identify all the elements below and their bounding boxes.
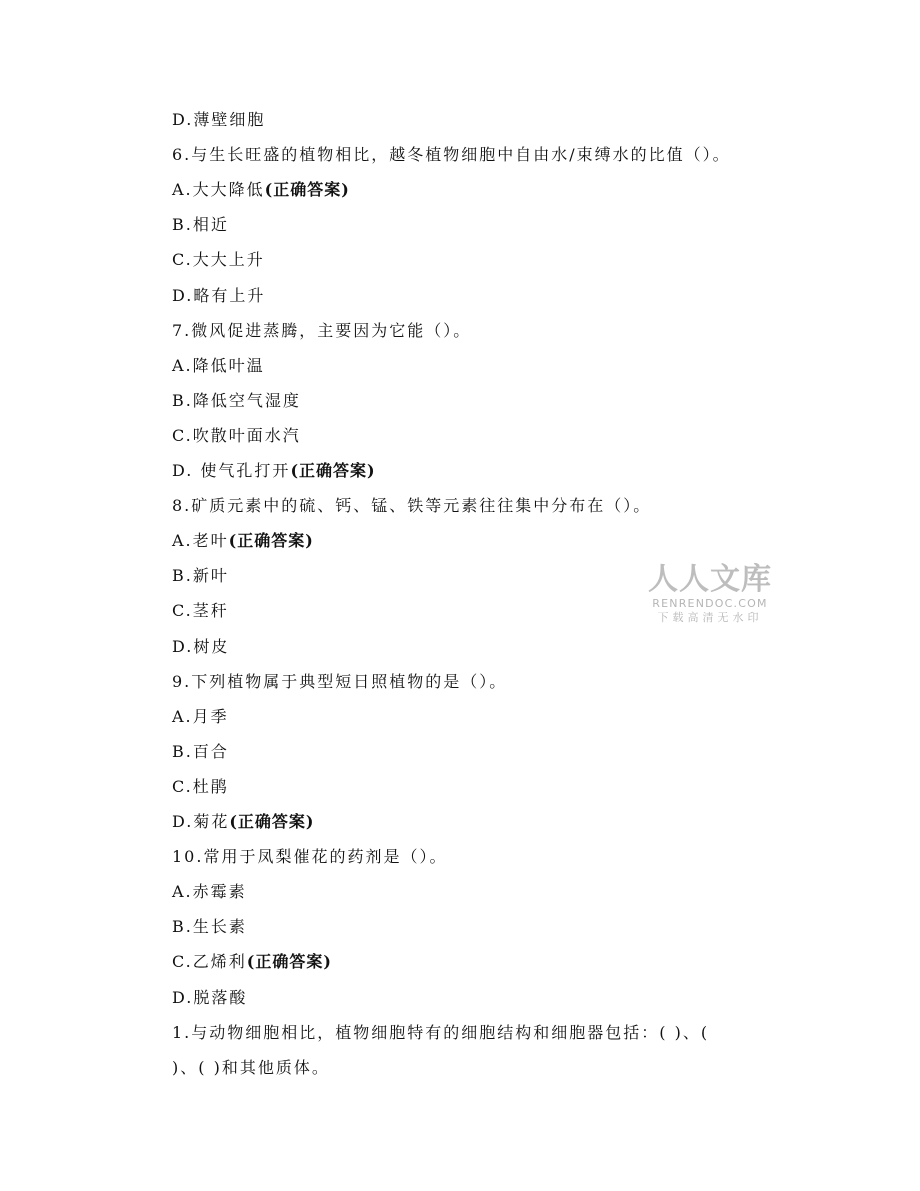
watermark-url: RENRENDOC.COM bbox=[652, 597, 768, 610]
line-text: A.降低叶温 bbox=[172, 356, 265, 375]
line-text: C.茎秆 bbox=[172, 601, 229, 620]
line-text: D. 使气孔打开 bbox=[172, 461, 291, 480]
line-text: 10.常用于凤梨催花的药剂是（）。 bbox=[172, 847, 448, 866]
line-text: C.杜鹃 bbox=[172, 777, 229, 796]
correct-answer-tag: (正确答案) bbox=[264, 180, 350, 199]
document-line bbox=[172, 531, 314, 551]
line-text: 6.与生长旺盛的植物相比，越冬植物细胞中自由水/束缚水的比值（）。 bbox=[172, 145, 731, 164]
line-text: 9.下列植物属于典型短日照植物的是（）。 bbox=[172, 672, 508, 691]
document-line bbox=[172, 601, 229, 621]
line-text: D.树皮 bbox=[172, 637, 230, 656]
correct-answer-tag: (正确答案) bbox=[229, 812, 315, 831]
watermark-subtitle: 下载高清无水印 bbox=[657, 611, 763, 624]
watermark bbox=[648, 563, 772, 625]
line-text: D.脱落酸 bbox=[172, 988, 248, 1007]
document-line bbox=[172, 145, 731, 165]
line-text: A.大大降低 bbox=[172, 180, 265, 199]
line-text: B.新叶 bbox=[172, 566, 229, 585]
line-text: 8.矿质元素中的硫、钙、锰、铁等元素往往集中分布在（）。 bbox=[172, 496, 652, 515]
line-text: C.乙烯利 bbox=[172, 952, 247, 971]
document-line bbox=[172, 1058, 330, 1078]
document-line bbox=[172, 812, 315, 832]
correct-answer-tag: (正确答案) bbox=[290, 461, 376, 480]
document-line bbox=[172, 215, 229, 235]
line-text: )、( )和其他质体。 bbox=[172, 1058, 330, 1077]
document-line bbox=[172, 882, 247, 902]
document-line bbox=[172, 988, 247, 1008]
document-line bbox=[172, 672, 507, 692]
line-text: C.吹散叶面水汽 bbox=[172, 426, 301, 445]
correct-answer-tag: (正确答案) bbox=[228, 531, 314, 550]
document-line bbox=[172, 1023, 709, 1043]
document-line bbox=[172, 917, 247, 937]
line-text: D.菊花 bbox=[172, 812, 230, 831]
document-line bbox=[172, 426, 301, 446]
line-text: B.降低空气湿度 bbox=[172, 391, 301, 410]
correct-answer-tag: (正确答案) bbox=[246, 952, 332, 971]
document-line bbox=[172, 777, 229, 797]
watermark-title: 人人文库 bbox=[648, 562, 772, 597]
document-line bbox=[172, 286, 265, 306]
line-text: 1.与动物细胞相比，植物细胞特有的细胞结构和细胞器包括：( )、( bbox=[172, 1023, 710, 1042]
document-line bbox=[172, 637, 229, 657]
line-text: A.月季 bbox=[172, 707, 229, 726]
document-line bbox=[172, 356, 265, 376]
document-line bbox=[172, 742, 229, 762]
document-line bbox=[172, 461, 376, 481]
line-text: C.大大上升 bbox=[172, 250, 265, 269]
line-text: D.薄壁细胞 bbox=[172, 110, 266, 129]
document-line bbox=[172, 250, 265, 270]
document-line bbox=[172, 707, 229, 727]
line-text: D.略有上升 bbox=[172, 286, 266, 305]
line-text: A.老叶 bbox=[172, 531, 229, 550]
document-line bbox=[172, 391, 301, 411]
line-text: 7.微风促进蒸腾，主要因为它能（）。 bbox=[172, 321, 472, 340]
document-line bbox=[172, 566, 229, 586]
document-line bbox=[172, 180, 350, 200]
document-line bbox=[172, 496, 651, 516]
line-text: B.百合 bbox=[172, 742, 229, 761]
document-line bbox=[172, 110, 265, 130]
document-line bbox=[172, 847, 447, 867]
line-text: B.生长素 bbox=[172, 917, 247, 936]
document-line bbox=[172, 952, 332, 972]
line-text: B.相近 bbox=[172, 215, 229, 234]
document-line bbox=[172, 321, 471, 341]
line-text: A.赤霉素 bbox=[172, 882, 247, 901]
